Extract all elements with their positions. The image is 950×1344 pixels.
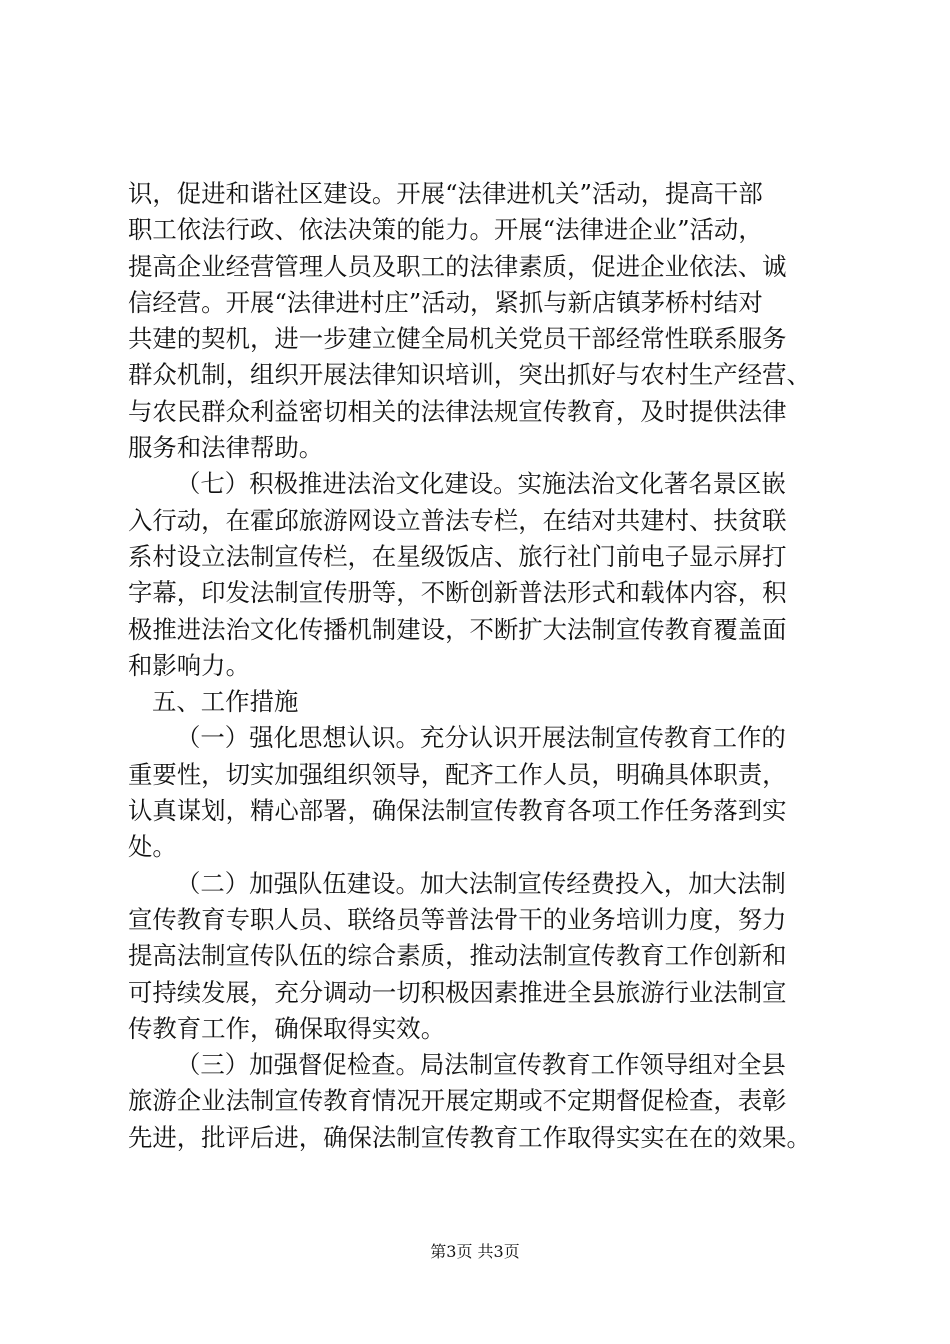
text-line: 信经营。开展“法律进村庄”活动，紧抓与新店镇茅桥村结对 [128,287,763,317]
text-line: 共建的契机，进一步建立健全局机关党员干部经常性联系服务 [128,324,787,354]
text-line: 群众机制，组织开展法律知识培训，突出抓好与农村生产经营、 [128,360,811,390]
paragraph-start-line: （一）强化思想认识。充分认识开展法制宣传教育工作的 [176,723,786,753]
text-line: 先进，批评后进，确保法制宣传教育工作取得实实在在的效果。 [128,1122,811,1152]
paragraph-start-line: （二）加强队伍建设。加大法制宣传经费投入，加大法制 [176,868,786,898]
document-body [128,176,828,1156]
text-line: 入行动，在霍邱旅游网设立普法专栏，在结对共建村、扶贫联 [128,505,787,535]
text-line: 与农民群众利益密切相关的法律法规宣传教育，及时提供法律 [128,396,787,426]
text-line: 可持续发展，充分调动一切积极因素推进全县旅游行业法制宣 [128,977,787,1007]
text-line: 职工依法行政、依法决策的能力。开展“法律进企业”活动， [128,215,763,245]
page-number-footer: 第3页 共3页 [430,1242,520,1261]
text-line: 提高法制宣传队伍的综合素质，推动法制宣传教育工作创新和 [128,941,787,971]
text-line: 提高企业经营管理人员及职工的法律素质，促进企业依法、诚 [128,251,787,281]
text-line: 传教育工作，确保取得实效。 [128,1013,446,1043]
paragraph-start-line: （三）加强督促检查。局法制宣传教育工作领导组对全县 [176,1050,786,1080]
text-line: 重要性，切实加强组织领导，配齐工作人员，明确具体职责， [128,759,787,789]
text-line: 识，促进和谐社区建设。开展“法律进机关”活动，提高干部 [128,179,763,208]
text-line: 和影响力。 [128,650,250,680]
text-line: 服务和法律帮助。 [128,433,324,463]
text-line: 认真谋划，精心部署，确保法制宣传教育各项工作任务落到实 [128,796,787,826]
text-line: 系村设立法制宣传栏，在星级饭店、旅行社门前电子显示屏打 [128,541,787,571]
section-heading: 五、工作措施 [152,687,299,717]
text-line: 字幕，印发法制宣传册等，不断创新普法形式和载体内容，积 [128,578,787,608]
text-line: 旅游企业法制宣传教育情况开展定期或不定期督促检查，表彰 [128,1086,787,1116]
text-line: 极推进法治文化传播机制建设，不断扩大法制宣传教育覆盖面 [128,614,787,644]
text-line: 处。 [128,832,177,862]
text-line: 宣传教育专职人员、联络员等普法骨干的业务培训力度，努力 [128,904,787,934]
paragraph-start-line: （七）积极推进法治文化建设。实施法治文化著名景区嵌 [176,469,786,499]
